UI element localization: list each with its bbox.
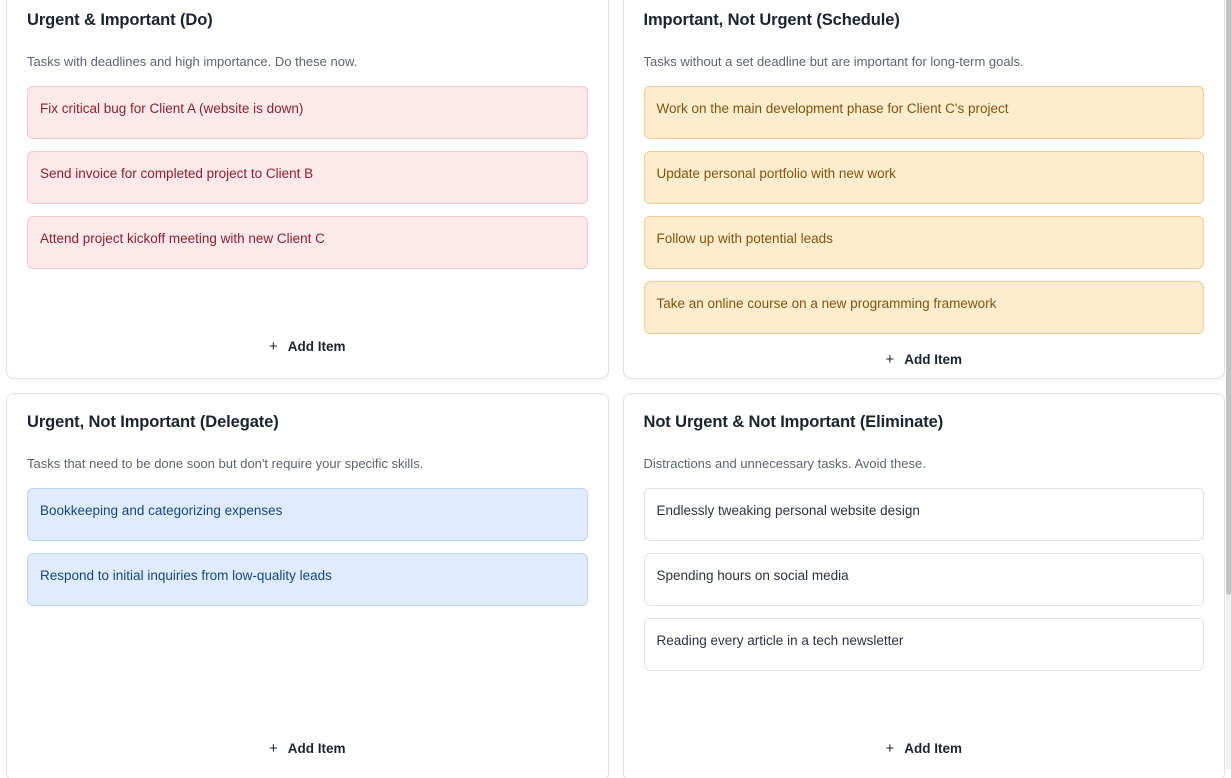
list-item[interactable] — [644, 618, 1205, 671]
add-item-button[interactable] — [877, 348, 970, 371]
list-item[interactable] — [27, 86, 588, 139]
list-item[interactable] — [644, 281, 1205, 334]
quadrant-eliminate — [623, 393, 1226, 778]
plus-icon: + — [268, 338, 278, 355]
task-label: Endlessly tweaking personal website design — [656, 502, 920, 518]
list-item[interactable] — [644, 216, 1205, 269]
task-label: Update personal portfolio with new work — [656, 165, 896, 181]
quadrant-description: Tasks without a set deadline but are important for long-term goals. — [643, 54, 1024, 70]
task-label: Reading every article in a tech newsletter — [656, 632, 904, 648]
quadrant-description: Tasks with deadlines and high importance. Do these now. — [27, 54, 358, 70]
task-label: Work on the main development phase for Client C's project — [656, 100, 1009, 116]
list-item[interactable] — [644, 553, 1205, 606]
spacer — [27, 269, 588, 327]
add-item-button[interactable] — [261, 335, 354, 358]
quadrant-title: Not Urgent & Not Important (Eliminate) — [643, 413, 944, 431]
quadrant-title: Important, Not Urgent (Schedule) — [643, 11, 900, 29]
quadrant-delegate — [6, 393, 609, 778]
task-list — [27, 488, 588, 606]
task-label: Spending hours on social media — [656, 567, 849, 583]
list-item[interactable] — [27, 151, 588, 204]
add-item-label: Add Item — [287, 339, 346, 354]
add-item-label: Add Item — [904, 351, 963, 367]
quadrant-description: Distractions and unnecessary tasks. Avoid these. — [643, 456, 926, 472]
add-item-label: Add Item — [904, 741, 963, 756]
quadrant-do — [6, 0, 609, 379]
page-scrollbar-track[interactable] — [1226, 0, 1231, 769]
add-item-row — [27, 729, 588, 766]
add-item-row — [644, 340, 1205, 377]
plus-icon: + — [885, 740, 895, 757]
task-list — [27, 86, 588, 269]
task-label: Bookkeeping and categorizing expenses — [40, 502, 283, 518]
spacer — [644, 671, 1205, 729]
task-label: Take an online course on a new programming framework — [656, 295, 997, 311]
quadrant-grid — [6, 0, 1225, 778]
task-label: Respond to initial inquiries from low-quality leads — [40, 567, 332, 583]
list-item[interactable] — [27, 216, 588, 269]
quadrant-title: Urgent & Important (Do) — [27, 11, 213, 29]
quadrant-schedule — [623, 0, 1226, 379]
quadrant-description: Tasks that need to be done soon but don't require your specific skills. — [27, 456, 424, 472]
task-label: Follow up with potential leads — [656, 230, 833, 246]
task-list — [644, 86, 1205, 334]
add-item-button[interactable] — [261, 737, 354, 760]
task-label: Attend project kickoff meeting with new Client C — [40, 230, 325, 246]
task-label: Send invoice for completed project to Client B — [40, 165, 314, 181]
task-list — [644, 488, 1205, 671]
list-item[interactable] — [27, 488, 588, 541]
page-scrollbar-thumb[interactable] — [1226, 0, 1231, 595]
add-item-button[interactable] — [877, 737, 970, 760]
spacer — [27, 606, 588, 729]
plus-icon: + — [885, 350, 895, 368]
list-item[interactable] — [644, 488, 1205, 541]
quadrant-title: Urgent, Not Important (Delegate) — [27, 413, 279, 431]
plus-icon: + — [268, 740, 278, 757]
list-item[interactable] — [644, 86, 1205, 139]
add-item-row — [27, 327, 588, 364]
add-item-row — [644, 729, 1205, 766]
task-label: Fix critical bug for Client A (website is down) — [40, 100, 304, 116]
add-item-label: Add Item — [287, 741, 346, 756]
left-edge-decoration — [0, 0, 2, 769]
list-item[interactable] — [644, 151, 1205, 204]
list-item[interactable] — [27, 553, 588, 606]
